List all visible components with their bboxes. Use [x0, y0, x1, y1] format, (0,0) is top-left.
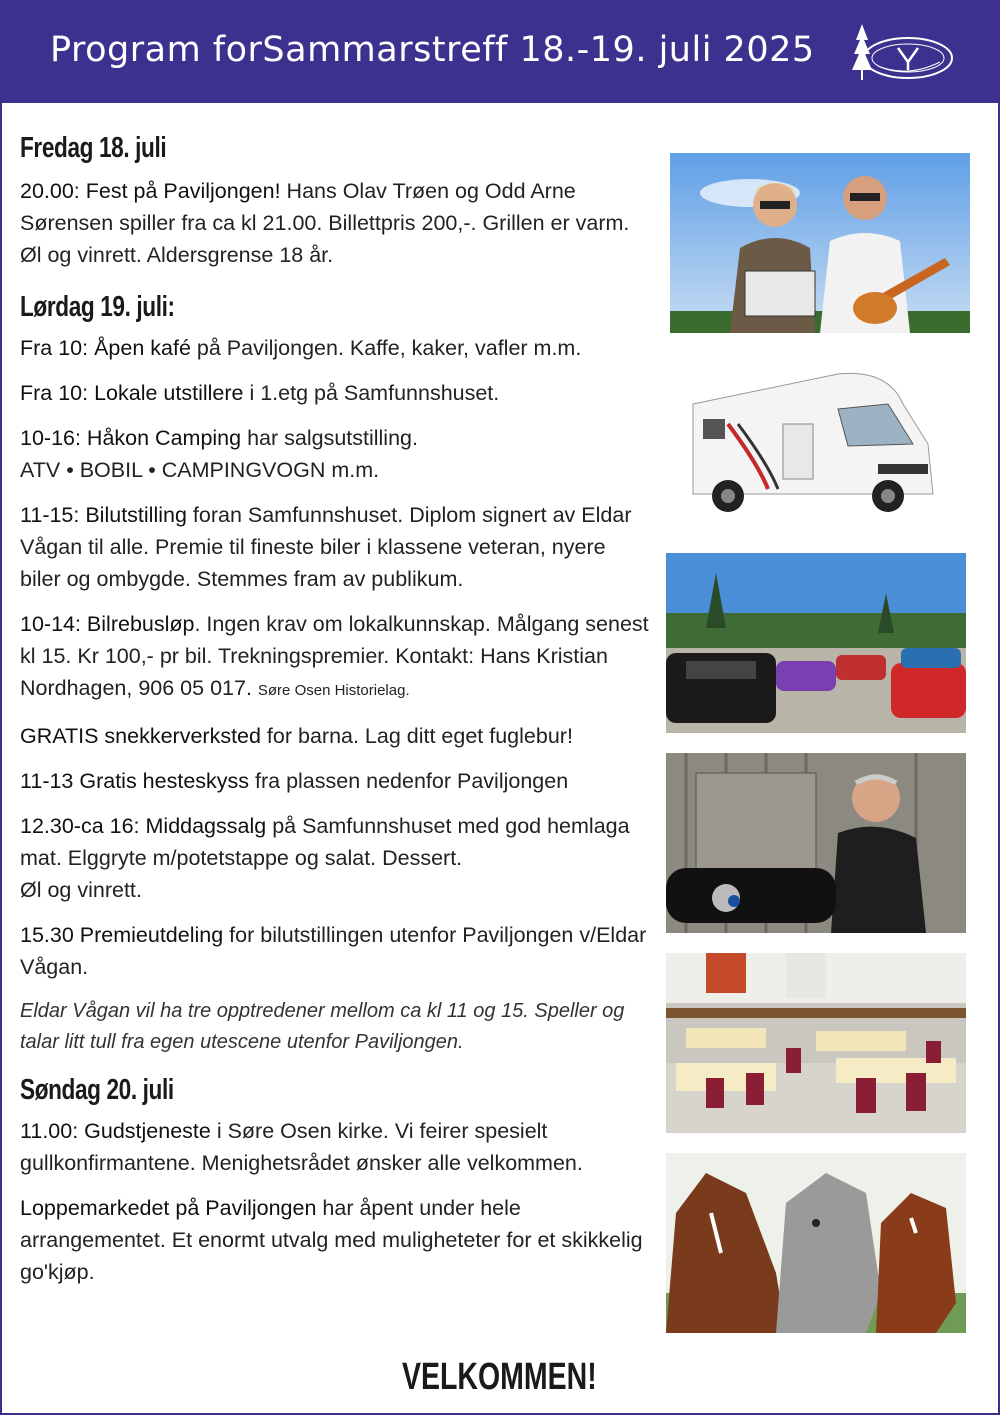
sunday-item-loppemarked: Loppemarkedet på Paviljongen har åpent under hele arrangementet. Et enormt utvalg med muligheteter for et skikkelig go'kjøp. [20, 1196, 643, 1284]
dining-hall-photo [666, 953, 966, 1133]
sunday-item-gudstjeneste: 11.00: Gudstjeneste i Søre Osen kirke. Vi feirer spesielt gullkonfirmantene. Menighetsrådet ønsker alle velkommen. [20, 1119, 583, 1175]
saturday-note: Eldar Vågan vil ha tre opptredener mellom ca kl 11 og 15. Speller og talar litt tull fra egen utescene utenfor Paviljongen. [20, 1000, 625, 1053]
musicians-photo [670, 153, 970, 333]
car-show-photo [666, 553, 966, 733]
motorhome-photo [688, 364, 938, 524]
friday-item-0: 20.00: Fest på Paviljongen! Hans Olav Trøen og Odd Arne Sørensen spiller fra ca kl 21.00. Billettpris 200,-. Grillen er varm. Øl og vinrett. Aldersgrense 18 år. [20, 179, 630, 267]
day-heading-saturday: Lørdag 19. juli: [20, 291, 175, 323]
header-banner [0, 0, 1000, 103]
saturday-item-utstillere: Fra 10: Lokale utstillere i 1.etg på Samfunnshuset. [20, 381, 500, 405]
saturday-item-bilutstilling: 11-15: Bilutstilling foran Samfunnshuset. Diplom signert av Eldar Vågan til alle. Premie til fineste biler i klassene veteran, nyere biler og ombygde. Stemmes fram av publikum. [20, 503, 632, 591]
saturday-item-middag: 12.30-ca 16: Middagssalg på Samfunnshuset med god hemlaga mat. Elggryte m/potetstappe og salat. Dessert. Øl og vinrett. [20, 814, 630, 902]
welcome-text: VELKOMMEN! [402, 1356, 597, 1398]
program-content [20, 132, 650, 1301]
saturday-item-bilrebus: 10-14: Bilrebusløp. Ingen krav om lokalkunnskap. Målgang senest kl 15. Kr 100,- pr bil. Trekningspremier. Kontakt: Hans Kristian Nordhagen, 906 05 017. Søre Osen Historielag. [20, 612, 649, 700]
horses-photo [666, 1153, 966, 1333]
saturday-item-premie: 15.30 Premieutdeling for bilutstillingen utenfor Paviljongen v/Eldar Vågan. [20, 923, 647, 979]
saturday-item-snekker: GRATIS snekkerverksted for barna. Lag ditt eget fuglebur! [20, 724, 573, 748]
saturday-item-kafe: Fra 10: Åpen kafé på Paviljongen. Kaffe, kaker, vafler m.m. [20, 336, 582, 360]
page-title: Program forSammarstreff 18.-19. juli 2025 [50, 30, 815, 70]
biker-photo [666, 753, 966, 933]
day-heading-sunday: Søndag 20. juli [20, 1074, 174, 1106]
day-heading-friday: Fredag 18. juli [20, 132, 167, 164]
saturday-item-hesteskyss: 11-13 Gratis hesteskyss fra plassen nedenfor Paviljongen [20, 769, 569, 793]
saturday-item-camping: 10-16: Håkon Camping har salgsutstilling. ATV • BOBIL • CAMPINGVOGN m.m. [20, 426, 418, 482]
lake-tree-emblem-icon [848, 18, 956, 86]
